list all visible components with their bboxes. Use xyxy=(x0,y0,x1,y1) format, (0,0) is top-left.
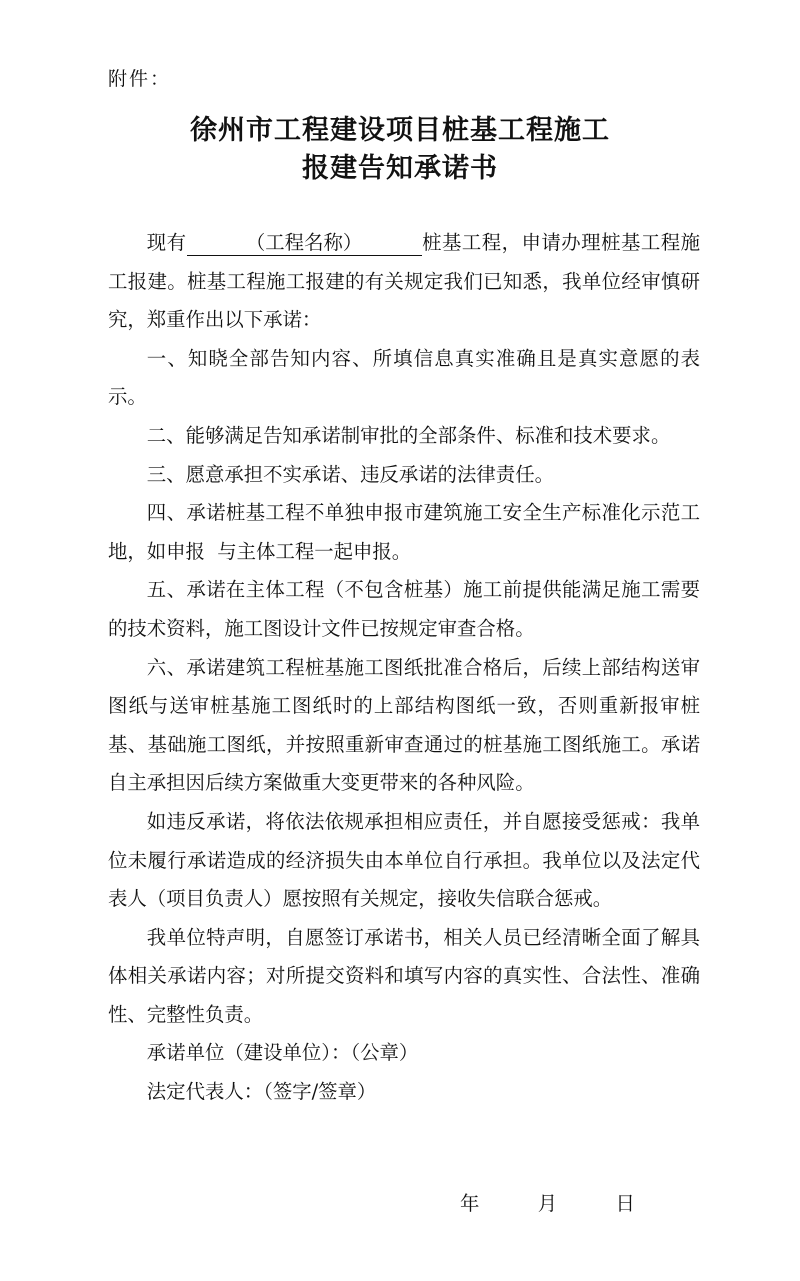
intro-prefix: 现有 xyxy=(146,231,187,254)
date-year: 年 xyxy=(460,1192,480,1215)
letter-body xyxy=(108,224,700,1112)
attachment-label: 附件： xyxy=(108,68,172,90)
commitment-4: 四、承诺桩基工程不单独申报市建筑施工安全生产标准化示范工地，如申报 与主体工程一起申报。 xyxy=(108,501,700,563)
commitment-6: 六、承诺建筑工程桩基施工图纸批准合格后，后续上部结构送审图纸与送审桩基施工图纸时的上部结构图纸一致，否则重新报审桩基、基础施工图纸，并按照重新审查通过的桩基施工图纸施工。承诺自主承担因后续方案做重大变更带来的各种风险。 xyxy=(108,655,700,795)
intro-suffix: 桩基工程，申请办理桩基工程施工报建。桩基工程施工报建的有关规定我们已知悉，我单位经审慎研究，郑重作出以下承诺： xyxy=(108,231,701,332)
document-title-line-2: 报建告知承诺书 xyxy=(302,153,498,184)
date-month: 月 xyxy=(537,1192,558,1215)
document-title-line-1: 徐州市工程建设项目桩基工程施工 xyxy=(190,115,610,146)
signature-unit-line: 承诺单位（建设单位）：（公章） xyxy=(146,1041,419,1065)
violation-clause: 如违反承诺，将依法依规承担相应责任，并自愿接受惩戒：我单位未履行承诺造成的经济损失由本单位自行承担。我单位以及法定代表人（项目负责人）愿按照有关规定，接收失信联合惩戒。 xyxy=(108,809,700,911)
commitment-3: 三、愿意承担不实承诺、违反承诺的法律责任。 xyxy=(146,462,554,486)
date-day: 日 xyxy=(615,1192,635,1215)
project-name-blank: （工程名称） xyxy=(187,231,422,256)
intro-paragraph xyxy=(108,224,700,340)
commitment-5: 五、承诺在主体工程（不包含桩基）施工前提供能满足施工需要的技术资料，施工图设计文件已按规定审查合格。 xyxy=(108,578,700,640)
signature-representative-line: 法定代表人：（签字/签章） xyxy=(146,1080,377,1104)
commitment-2: 二、能够满足告知承诺制审批的全部条件、标准和技术要求。 xyxy=(146,423,671,447)
commitment-1: 一、知晓全部告知内容、所填信息真实准确且是真实意愿的表示。 xyxy=(108,346,700,409)
date-line xyxy=(460,1188,635,1216)
declaration-paragraph: 我单位特声明，自愿签订承诺书，相关人员已经清晰全面了解具体相关承诺内容；对所提交资料和填写内容的真实性、合法性、准确性、完整性负责。 xyxy=(108,925,700,1026)
